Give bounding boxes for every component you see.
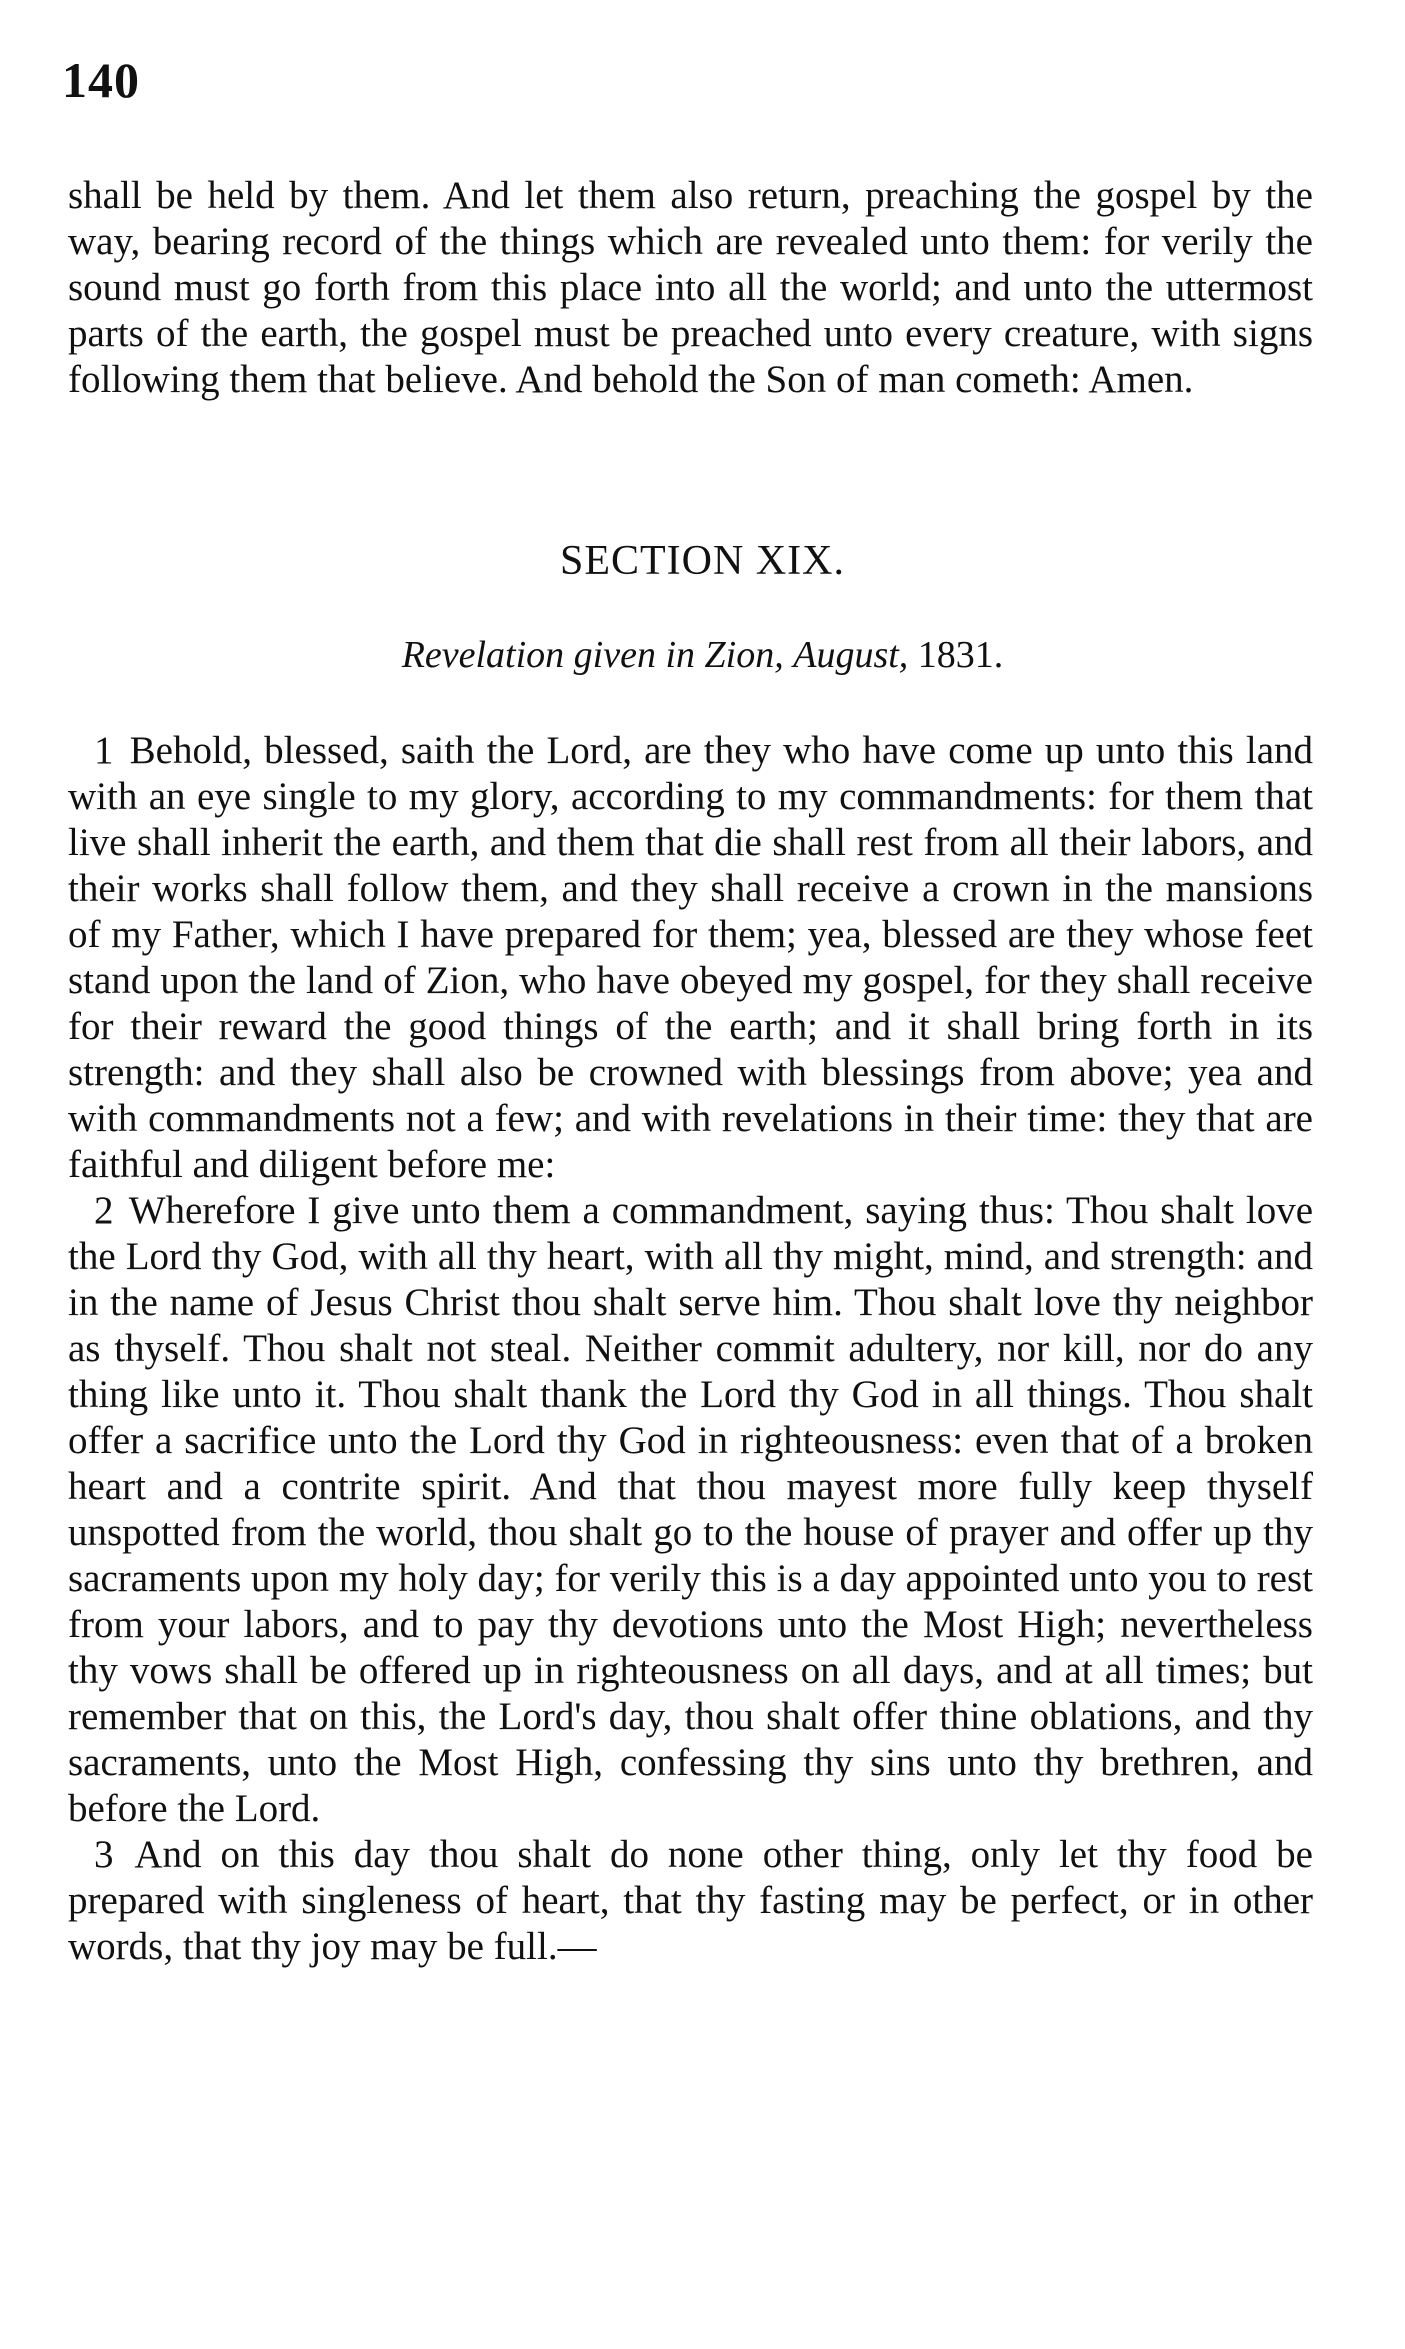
verse-text: Wherefore I give unto them a commandment, saying thus: Thou shalt love the Lord thy God, with all thy heart, with all thy might, mind, and strength: and in the name of Jesus Christ thou shalt serve him. Thou shalt love thy neighbor as thyself. Thou shalt not steal. Neither commit adultery, nor kill, nor do any thing like unto it. Thou shalt thank the Lord thy God in all things. Thou shalt offer a sacrifice unto the Lord thy God in righteousness: even that of a broken heart and a contrite spirit. And that thou mayest more fully keep thyself unspotted from the world, thou shalt go to the house of prayer and offer up thy sacraments upon my holy day; for verily this is a day appointed unto you to rest from your labors, and to pay thy devotions unto the Most High; nevertheless thy vows shall be offered up in righteousness on all days, and at all times; but remember that on this, the Lord's day, thou shalt offer thine oblations, and thy sacraments, unto the Most High, confessing thy sins unto thy brethren, and before the Lord. (68, 1189, 1314, 1830)
verse (68, 1832, 1313, 1970)
verse-number: 1 (94, 729, 114, 772)
verse-number: 3 (94, 1833, 114, 1876)
verse-number: 2 (94, 1189, 114, 1232)
continuation-paragraph (68, 173, 1313, 403)
verse-text: Behold, blessed, saith the Lord, are they who have come up unto this land with an eye single to my glory, according to my commandments: for them that live shall inherit the earth, and them that die shall rest from all their labors, and their works shall follow them, and they shall receive a crown in the mansions of my Father, which I have prepared for them; yea, blessed are they whose feet stand upon the land of Zion, who have obeyed my gospel, for they shall receive for their reward the good things of the earth; and it shall bring forth in its strength: and they shall also be crowned with blessings from above; yea and with commandments not a few; and with revelations in their time: they that are faithful and diligent before me: (68, 729, 1314, 1186)
section-subtitle (0, 636, 1405, 674)
subtitle-year: 1831. (917, 634, 1004, 676)
verse (68, 1188, 1313, 1832)
verse (68, 728, 1313, 1188)
section-heading: SECTION XIX. (560, 538, 845, 584)
subtitle-revelation: Revelation given in (401, 634, 696, 676)
verses-list (68, 728, 1313, 1970)
subtitle-month: August, (793, 634, 909, 676)
subtitle-place: Zion, (704, 634, 784, 676)
continuation-text: shall be held by them. And let them also return, preaching the gospel by the way, bearing record of the things which are revealed unto them: for verily the sound must go forth from this place into all the world; and unto the uttermost parts of the earth, the gospel must be preached unto every creature, with signs following them that believe. And behold the Son of man cometh: Amen. (68, 174, 1313, 401)
page-number: 140 (62, 52, 140, 108)
verse-text: And on this day thou shalt do none other thing, only let thy food be prepared with singleness of heart, that thy fasting may be perfect, or in other words, that thy joy may be full.— (68, 1833, 1313, 1968)
